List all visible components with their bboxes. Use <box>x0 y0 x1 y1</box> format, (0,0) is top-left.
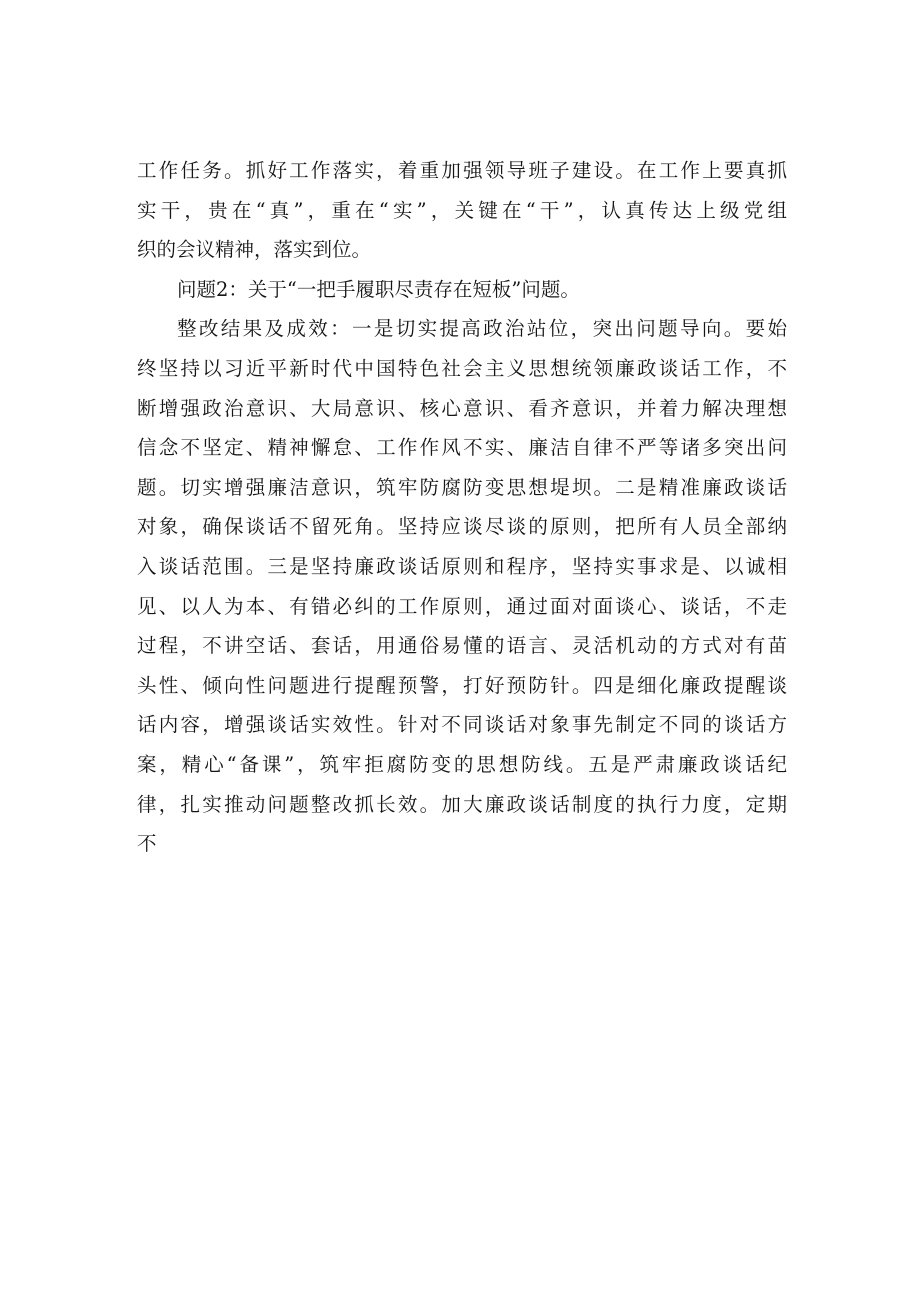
paragraph-line: 对象，确保谈话不留死角。坚持应谈尽谈的原则，把所有人员全部纳 <box>137 515 787 539</box>
paragraph-line: 整改结果及成效：一是切实提高政治站位，突出问题导向。要始 <box>177 317 787 341</box>
issue-heading: 问题2：关于“一把手履职尽责存在短板”问题。 <box>177 277 580 301</box>
paragraph-line: 题。切实增强廉洁意识，筑牢防腐防变思想堤坝。二是精准廉政谈话 <box>137 475 787 499</box>
paragraph-line: 过程，不讲空话、套话，用通俗易懂的语言、灵活机动的方式对有苗 <box>137 634 787 658</box>
paragraph-line: 案，精心“备课”，筑牢拒腐防变的思想防线。五是严肃廉政谈话纪 <box>137 752 787 776</box>
paragraph-line: 律，扎实推动问题整改抓长效。加大廉政谈话制度的执行力度，定期 <box>137 792 787 816</box>
paragraph-line: 实干，贵在“真”，重在“实”，关键在“干”，认真传达上级党组 <box>137 198 787 222</box>
paragraph-line: 信念不坚定、精神懈怠、工作作风不实、廉洁自律不严等诸多突出问 <box>137 436 787 460</box>
paragraph-line: 断增强政治意识、大局意识、核心意识、看齐意识，并着力解决理想 <box>137 396 787 420</box>
paragraph-line: 织的会议精神，落实到位。 <box>137 238 372 262</box>
paragraph-line: 不 <box>137 832 157 856</box>
paragraph-line: 见、以人为本、有错必纠的工作原则，通过面对面谈心、谈话，不走 <box>137 594 787 618</box>
document-body <box>137 151 787 864</box>
paragraph-line: 入谈话范围。三是坚持廉政谈话原则和程序，坚持实事求是、以诚相 <box>137 554 787 578</box>
paragraph-line: 话内容，增强谈话实效性。针对不同谈话对象事先制定不同的谈话方 <box>137 713 787 737</box>
paragraph-line: 工作任务。抓好工作落实，着重加强领导班子建设。在工作上要真抓 <box>137 159 787 182</box>
paragraph-line: 头性、倾向性问题进行提醒预警，打好预防针。四是细化廉政提醒谈 <box>137 673 787 697</box>
paragraph-line: 终坚持以习近平新时代中国特色社会主义思想统领廉政谈话工作，不 <box>137 356 787 380</box>
